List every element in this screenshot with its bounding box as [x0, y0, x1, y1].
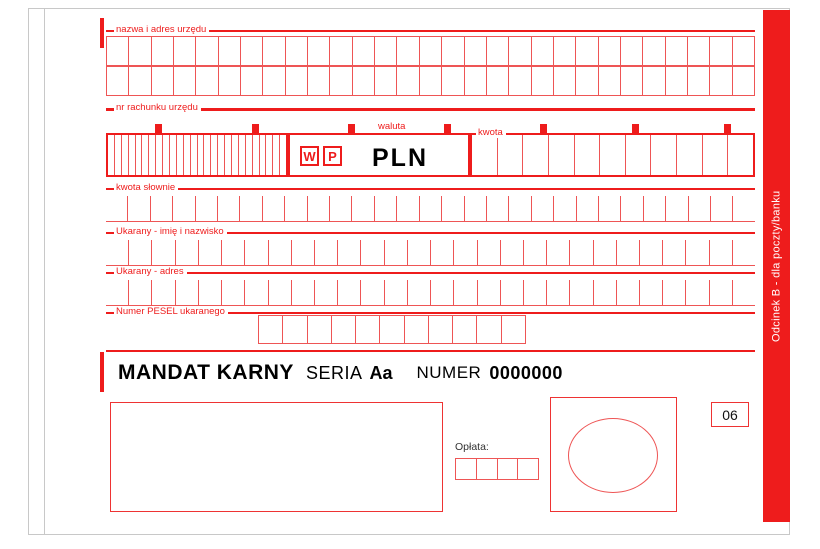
comb-cell[interactable]	[291, 240, 314, 265]
comb-cell[interactable]	[268, 280, 291, 305]
comb-cell[interactable]	[217, 135, 224, 175]
number-value: 0000000	[489, 362, 563, 383]
comb-cell[interactable]	[702, 135, 728, 175]
comb-cell[interactable]	[709, 240, 732, 265]
comb-cell[interactable]	[662, 240, 685, 265]
comb-cell[interactable]	[128, 135, 135, 175]
comb-cell[interactable]	[441, 67, 463, 95]
comb-cell[interactable]	[500, 280, 523, 305]
number-label: NUMER	[416, 363, 482, 382]
comb-cell[interactable]	[476, 316, 500, 343]
comb-cell[interactable]	[173, 37, 195, 65]
comb-cell[interactable]	[709, 37, 731, 65]
comb-cell[interactable]	[128, 280, 151, 305]
wp-box-p[interactable]: P	[323, 146, 342, 166]
comb-cell[interactable]	[665, 67, 687, 95]
comb-cell[interactable]	[374, 37, 396, 65]
comb-cell[interactable]	[650, 135, 676, 175]
comb-cell[interactable]	[265, 135, 272, 175]
comb-cell[interactable]	[593, 240, 616, 265]
comb-cell[interactable]	[374, 67, 396, 95]
amount-cells[interactable]	[472, 135, 753, 175]
comb-cell[interactable]	[599, 135, 625, 175]
series-value: Aa	[369, 362, 393, 383]
field-amount[interactable]	[470, 133, 755, 177]
comb-cell[interactable]	[625, 135, 651, 175]
comb-cell[interactable]	[314, 240, 337, 265]
comb-cell[interactable]	[576, 196, 598, 221]
comb-cell[interactable]	[727, 135, 753, 175]
field-amount-in-words[interactable]	[106, 196, 755, 222]
comb-cell[interactable]	[107, 37, 128, 65]
comb-cell[interactable]	[272, 135, 279, 175]
comb-cell[interactable]	[662, 280, 685, 305]
comb-cell[interactable]	[285, 37, 307, 65]
comb-cell[interactable]	[643, 196, 665, 221]
comb-cell[interactable]	[404, 316, 428, 343]
comb-cell[interactable]	[151, 240, 174, 265]
comb-cell[interactable]	[218, 37, 240, 65]
comb-cell[interactable]	[329, 37, 351, 65]
comb-cell[interactable]	[291, 280, 314, 305]
comb-cell[interactable]	[245, 135, 252, 175]
comb-cell[interactable]	[259, 316, 282, 343]
comb-cell[interactable]	[307, 316, 331, 343]
comb-cell[interactable]	[497, 459, 518, 479]
comb-cell[interactable]	[240, 67, 262, 95]
field-office-name-row2[interactable]	[106, 66, 755, 96]
copy-number-box: 06	[711, 402, 749, 427]
comb-cell[interactable]	[419, 196, 441, 221]
comb-cell[interactable]	[279, 135, 286, 175]
section-caption-nazwa-adres-urzedu: nazwa i adres urzędu	[114, 24, 209, 35]
comb-cell[interactable]	[523, 280, 546, 305]
comb-cell[interactable]	[620, 196, 642, 221]
section-rule	[106, 108, 755, 111]
comb-cell[interactable]	[574, 135, 600, 175]
comb-cell[interactable]	[508, 196, 530, 221]
comb-cell[interactable]	[151, 37, 173, 65]
comb-cell[interactable]	[732, 240, 755, 265]
comb-cell[interactable]	[141, 135, 148, 175]
comb-cell[interactable]	[476, 459, 497, 479]
comb-cell[interactable]	[639, 240, 662, 265]
account-group-tick	[155, 124, 162, 133]
comb-cell[interactable]	[441, 37, 463, 65]
comb-cell[interactable]	[685, 280, 708, 305]
comb-cell[interactable]	[240, 37, 262, 65]
comb-cell[interactable]	[151, 280, 174, 305]
comb-cell[interactable]	[575, 37, 597, 65]
comb-cell[interactable]	[620, 37, 642, 65]
comb-cell[interactable]	[407, 240, 430, 265]
notes-box[interactable]	[110, 402, 443, 512]
comb-cell[interactable]	[155, 135, 162, 175]
comb-cell[interactable]	[548, 135, 574, 175]
field-pesel[interactable]	[258, 315, 526, 344]
comb-cell[interactable]	[337, 240, 360, 265]
wp-boxes[interactable]	[300, 146, 342, 166]
comb-cell[interactable]	[546, 240, 569, 265]
comb-cell[interactable]	[396, 67, 418, 95]
comb-cell[interactable]	[709, 67, 731, 95]
comb-cell[interactable]	[553, 196, 575, 221]
comb-cell[interactable]	[472, 135, 497, 175]
comb-cell[interactable]	[569, 240, 592, 265]
comb-cell[interactable]	[688, 196, 710, 221]
comb-cell[interactable]	[531, 37, 553, 65]
comb-cell[interactable]	[428, 316, 452, 343]
section-caption-kwota-slownie: kwota słownie	[114, 182, 178, 193]
comb-cell[interactable]	[175, 240, 198, 265]
field-office-name-row1[interactable]	[106, 36, 755, 66]
comb-cell[interactable]	[176, 135, 183, 175]
comb-cell[interactable]	[329, 67, 351, 95]
comb-cell[interactable]	[337, 280, 360, 305]
comb-cell[interactable]	[282, 316, 306, 343]
currency-caption: waluta	[378, 121, 406, 132]
comb-cell[interactable]	[523, 240, 546, 265]
comb-cell[interactable]	[464, 67, 486, 95]
comb-cell[interactable]	[150, 196, 172, 221]
comb-cell[interactable]	[553, 37, 575, 65]
comb-cell[interactable]	[665, 37, 687, 65]
comb-cell[interactable]	[262, 196, 284, 221]
comb-cell[interactable]	[127, 196, 149, 221]
comb-cell[interactable]	[190, 135, 197, 175]
comb-cell[interactable]	[569, 280, 592, 305]
amount-caption: kwota	[476, 127, 506, 138]
comb-cell[interactable]	[259, 135, 266, 175]
comb-cell[interactable]	[351, 196, 373, 221]
comb-cell[interactable]	[639, 280, 662, 305]
comb-cell[interactable]	[384, 280, 407, 305]
comb-cell[interactable]	[195, 37, 217, 65]
comb-cell[interactable]	[477, 240, 500, 265]
comb-cell[interactable]	[665, 196, 687, 221]
comb-cell[interactable]	[407, 280, 430, 305]
comb-cell[interactable]	[687, 67, 709, 95]
comb-cell[interactable]	[710, 196, 732, 221]
comb-cell[interactable]	[732, 67, 754, 95]
comb-cell[interactable]	[616, 280, 639, 305]
comb-cell[interactable]	[106, 240, 128, 265]
comb-cell[interactable]	[500, 240, 523, 265]
field-punished-address[interactable]	[106, 280, 755, 306]
comb-cell[interactable]	[575, 67, 597, 95]
comb-cell[interactable]	[355, 316, 379, 343]
comb-cell[interactable]	[195, 196, 217, 221]
field-punished-name[interactable]	[106, 240, 755, 266]
field-account-number[interactable]	[106, 133, 288, 177]
comb-cell[interactable]	[709, 280, 732, 305]
currency-code: PLN	[372, 144, 428, 172]
account-group-tick	[540, 124, 547, 133]
field-fee[interactable]	[455, 458, 539, 480]
comb-cell[interactable]	[285, 67, 307, 95]
comb-cell[interactable]	[553, 67, 575, 95]
comb-cell[interactable]	[616, 240, 639, 265]
comb-cell[interactable]	[374, 196, 396, 221]
comb-cell[interactable]	[360, 240, 383, 265]
comb-cell[interactable]	[307, 196, 329, 221]
comb-cell[interactable]	[262, 37, 284, 65]
comb-cell[interactable]	[508, 67, 530, 95]
comb-cell[interactable]	[452, 316, 476, 343]
section-caption-numer-pesel: Numer PESEL ukaranego	[114, 306, 228, 317]
wp-box-w[interactable]: W	[300, 146, 319, 166]
comb-cell[interactable]	[593, 280, 616, 305]
comb-cell[interactable]	[121, 135, 128, 175]
comb-cell[interactable]	[221, 280, 244, 305]
comb-cell[interactable]	[352, 37, 374, 65]
fee-label: Opłata:	[455, 441, 489, 453]
comb-cell[interactable]	[732, 280, 755, 305]
comb-cell[interactable]	[517, 459, 538, 479]
comb-cell[interactable]	[262, 67, 284, 95]
side-strip-label: Odcinek B - dla poczty/banku	[770, 190, 783, 342]
comb-cell[interactable]	[198, 240, 221, 265]
comb-cell[interactable]	[430, 240, 453, 265]
comb-cell[interactable]	[195, 67, 217, 95]
comb-cell[interactable]	[169, 135, 176, 175]
account-group-tick	[724, 124, 731, 133]
comb-cell[interactable]	[331, 316, 355, 343]
section-rule	[106, 350, 755, 352]
comb-cell[interactable]	[244, 280, 267, 305]
comb-cell[interactable]	[217, 196, 239, 221]
comb-cell[interactable]	[453, 240, 476, 265]
comb-cell[interactable]	[128, 240, 151, 265]
comb-cell[interactable]	[329, 196, 351, 221]
comb-cell[interactable]	[175, 280, 198, 305]
comb-cell[interactable]	[307, 67, 329, 95]
comb-cell[interactable]	[128, 37, 150, 65]
comb-cell[interactable]	[360, 280, 383, 305]
comb-cell[interactable]	[508, 37, 530, 65]
comb-cell[interactable]	[314, 280, 337, 305]
comb-cell[interactable]	[352, 67, 374, 95]
account-group-tick	[632, 124, 639, 133]
comb-cell[interactable]	[501, 316, 525, 343]
comb-cell[interactable]	[135, 135, 142, 175]
comb-cell[interactable]	[453, 280, 476, 305]
comb-cell[interactable]	[173, 67, 195, 95]
comb-cell[interactable]	[203, 135, 210, 175]
comb-cell[interactable]	[642, 67, 664, 95]
comb-cell[interactable]	[128, 67, 150, 95]
comb-cell[interactable]	[676, 135, 702, 175]
comb-cell[interactable]	[396, 37, 418, 65]
bracket-top-marker	[100, 18, 104, 48]
comb-cell[interactable]	[419, 67, 441, 95]
comb-cell[interactable]	[598, 196, 620, 221]
account-number-cells[interactable]	[108, 135, 286, 175]
comb-cell[interactable]	[477, 280, 500, 305]
account-group-tick	[252, 124, 259, 133]
comb-cell[interactable]	[531, 67, 553, 95]
section-rule	[106, 272, 755, 274]
comb-cell[interactable]	[522, 135, 548, 175]
comb-cell[interactable]	[486, 196, 508, 221]
comb-cell[interactable]	[218, 67, 240, 95]
bracket-bottom-marker	[100, 352, 104, 392]
comb-cell[interactable]	[221, 240, 244, 265]
comb-cell[interactable]	[598, 67, 620, 95]
comb-cell[interactable]	[379, 316, 403, 343]
comb-cell[interactable]	[244, 240, 267, 265]
comb-cell[interactable]	[224, 135, 231, 175]
comb-cell[interactable]	[732, 196, 754, 221]
comb-cell[interactable]	[172, 196, 194, 221]
comb-cell[interactable]	[197, 135, 204, 175]
comb-cell[interactable]	[642, 37, 664, 65]
comb-cell[interactable]	[396, 196, 418, 221]
section-caption-ukarany-imie-nazwisko: Ukarany - imię i nazwisko	[114, 226, 227, 237]
comb-cell[interactable]	[546, 280, 569, 305]
section-caption-nr-rachunku-urzedu: nr rachunku urzędu	[114, 102, 201, 113]
comb-cell[interactable]	[598, 37, 620, 65]
account-group-tick	[348, 124, 355, 133]
comb-cell[interactable]	[284, 196, 306, 221]
comb-cell[interactable]	[114, 135, 121, 175]
comb-cell[interactable]	[384, 240, 407, 265]
stamp-circle	[568, 418, 658, 493]
comb-cell[interactable]	[148, 135, 155, 175]
comb-cell[interactable]	[151, 67, 173, 95]
comb-cell[interactable]	[210, 135, 217, 175]
comb-cell[interactable]	[464, 37, 486, 65]
section-caption-ukarany-adres: Ukarany - adres	[114, 266, 187, 277]
comb-cell[interactable]	[238, 135, 245, 175]
comb-cell[interactable]	[486, 67, 508, 95]
comb-cell[interactable]	[239, 196, 261, 221]
comb-cell[interactable]	[106, 280, 128, 305]
comb-cell[interactable]	[620, 67, 642, 95]
comb-cell[interactable]	[106, 196, 127, 221]
comb-cell[interactable]	[252, 135, 259, 175]
comb-cell[interactable]	[441, 196, 463, 221]
comb-cell[interactable]	[231, 135, 238, 175]
mandate-title: MANDAT KARNY	[118, 361, 294, 384]
account-group-tick	[444, 124, 451, 133]
comb-cell[interactable]	[531, 196, 553, 221]
comb-cell[interactable]	[456, 459, 476, 479]
left-margin-divider	[44, 8, 45, 535]
currency-block	[288, 133, 470, 177]
comb-cell[interactable]	[687, 37, 709, 65]
series-label: SERIA	[305, 362, 363, 383]
comb-cell[interactable]	[464, 196, 486, 221]
comb-cell[interactable]	[685, 240, 708, 265]
comb-cell[interactable]	[732, 37, 754, 65]
comb-cell[interactable]	[486, 37, 508, 65]
comb-cell[interactable]	[307, 37, 329, 65]
mandate-title-line	[118, 358, 738, 388]
comb-cell[interactable]	[419, 37, 441, 65]
section-rule	[106, 188, 755, 190]
comb-cell[interactable]	[430, 280, 453, 305]
comb-cell[interactable]	[268, 240, 291, 265]
comb-cell[interactable]	[162, 135, 169, 175]
comb-cell[interactable]	[198, 280, 221, 305]
comb-cell[interactable]	[107, 67, 128, 95]
comb-cell[interactable]	[497, 135, 523, 175]
comb-cell[interactable]	[183, 135, 190, 175]
